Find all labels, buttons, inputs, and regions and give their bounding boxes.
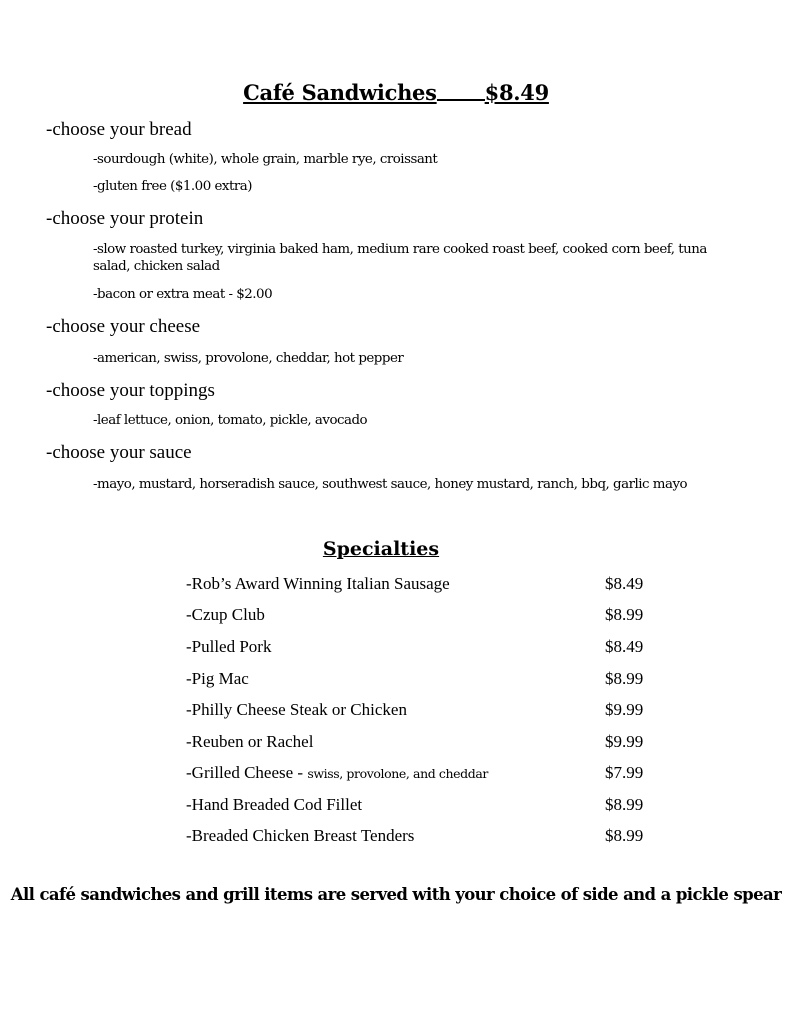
menu-title-text: Café Sandwiches xyxy=(243,80,437,105)
specialty-name xyxy=(186,795,362,815)
section-item: -mayo, mustard, horseradish sauce, southwest sauce, honey mustard, ranch, bbq, garlic mayo xyxy=(93,477,688,492)
specialty-name xyxy=(186,574,450,594)
specialty-name-text: -Hand Breaded Cod Fillet xyxy=(186,795,363,814)
section-heading-toppings: -choose your toppings xyxy=(46,380,215,401)
section-item: -gluten free ($1.00 extra) xyxy=(93,179,252,194)
specialty-name-text: -Czup Club xyxy=(186,605,265,624)
specialty-name xyxy=(186,732,313,752)
section-heading-protein: -choose your protein xyxy=(46,208,204,229)
specialty-price: $9.99 xyxy=(605,700,644,719)
specialty-name-text: -Philly Cheese Steak or Chicken xyxy=(186,700,407,719)
specialty-name-text: -Reuben or Rachel xyxy=(186,732,314,751)
specialty-name xyxy=(186,605,265,625)
specialty-price: $8.99 xyxy=(605,826,644,845)
section-item: -bacon or extra meat - $2.00 xyxy=(93,287,273,302)
specialty-name-text: -Pulled Pork xyxy=(186,637,272,656)
specialty-name xyxy=(186,763,488,783)
specialty-name xyxy=(186,637,271,657)
specialty-name xyxy=(186,700,407,720)
section-item: -sourdough (white), whole grain, marble rye, croissant xyxy=(93,152,438,167)
specialties-title: Specialties xyxy=(322,538,440,560)
section-heading-bread: -choose your bread xyxy=(46,119,192,140)
specialty-desc: swiss, provolone, and cheddar xyxy=(307,766,488,781)
specialty-price: $9.99 xyxy=(605,732,644,751)
section-heading-cheese: -choose your cheese xyxy=(46,316,201,337)
specialty-name-text: -Pig Mac xyxy=(186,669,249,688)
section-item: -american, swiss, provolone, cheddar, hot pepper xyxy=(93,351,404,366)
specialty-name xyxy=(186,826,414,846)
specialty-price: $8.49 xyxy=(605,574,644,593)
section-item: -slow roasted turkey, virginia baked ham, medium rare cooked roast beef, cooked corn beef, tuna salad, chicken salad xyxy=(93,242,707,274)
section-item: -leaf lettuce, onion, tomato, pickle, avocado xyxy=(93,413,368,428)
title-underline-gap xyxy=(437,98,485,101)
specialty-name-text: -Rob’s Award Winning Italian Sausage xyxy=(186,574,450,593)
specialty-price: $8.99 xyxy=(605,795,644,814)
footer-note: All café sandwiches and grill items are served with your choice of side and a pickle spear xyxy=(10,885,782,904)
specialty-name xyxy=(186,669,249,689)
specialty-price: $7.99 xyxy=(605,763,644,782)
specialty-name-text: -Grilled Cheese - xyxy=(186,763,308,782)
specialty-price: $8.99 xyxy=(605,669,644,688)
specialty-price: $8.99 xyxy=(605,605,644,624)
specialty-price: $8.49 xyxy=(605,637,644,656)
menu-title xyxy=(0,80,792,105)
menu-title-price: $8.49 xyxy=(484,80,549,105)
specialty-name-text: -Breaded Chicken Breast Tenders xyxy=(186,826,415,845)
section-heading-sauce: -choose your sauce xyxy=(46,442,192,463)
